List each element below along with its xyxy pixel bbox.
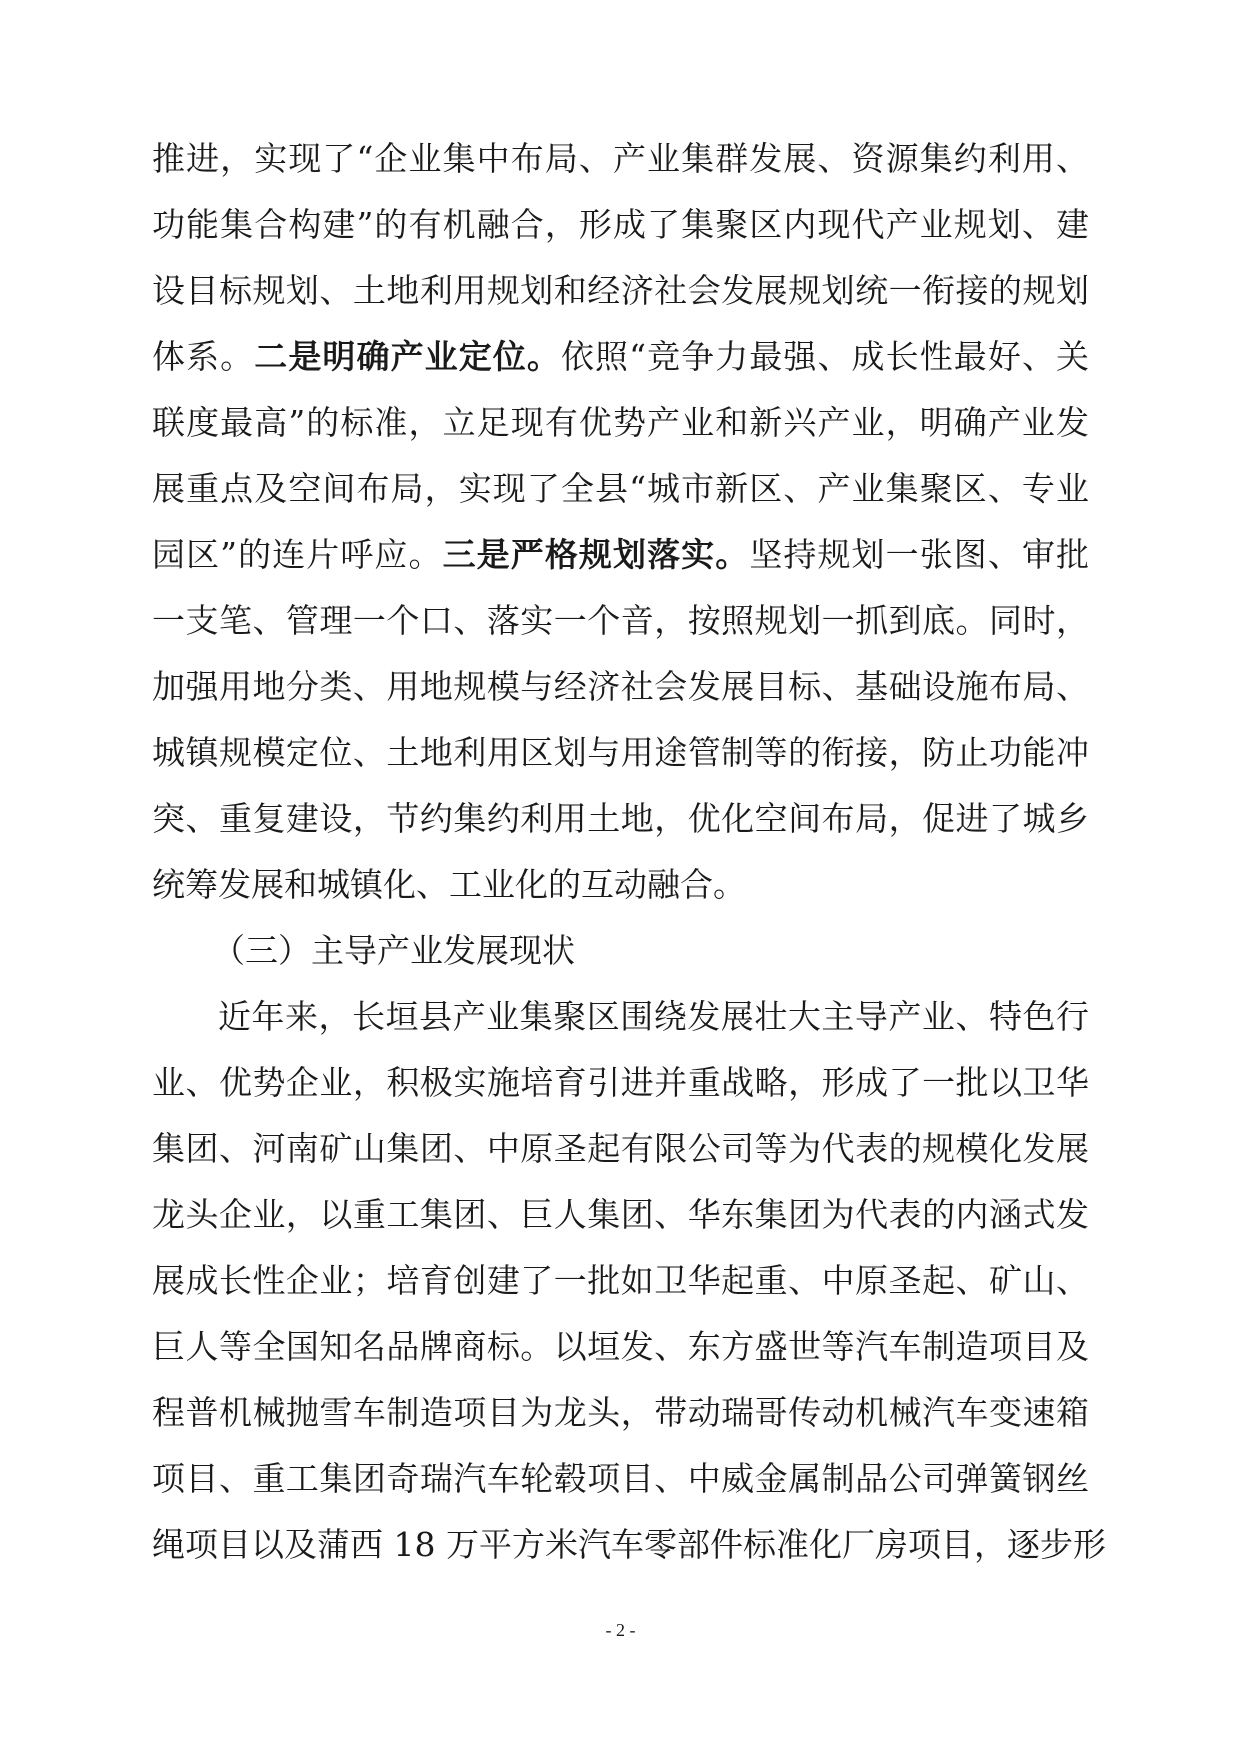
paragraph-line: 展成长性企业；培育创建了一批如卫华起重、中原圣起、矿山、 xyxy=(152,1261,1089,1300)
line-text: 坚持规划一张图、审批 xyxy=(749,535,1090,574)
paragraph-line xyxy=(152,530,1089,580)
line-text: 体系。 xyxy=(152,337,255,376)
paragraph-line: 展重点及空间布局，实现了全县“城市新区、产业集聚区、专业 xyxy=(152,469,1089,508)
paragraph-line: 一支笔、管理一个口、落实一个音，按照规划一抓到底。同时， xyxy=(152,601,1089,640)
paragraph-line: 项目、重工集团奇瑞汽车轮毂项目、中威金属制品公司弹簧钢丝 xyxy=(152,1459,1089,1498)
paragraph-line: 程普机械抛雪车制造项目为龙头，带动瑞哥传动机械汽车变速箱 xyxy=(152,1393,1089,1432)
paragraph-line: 近年来，长垣县产业集聚区围绕发展壮大主导产业、特色行 xyxy=(218,997,1089,1036)
paragraph-line: 绳项目以及蒲西 18 万平方米汽车零部件标准化厂房项目，逐步形 xyxy=(152,1525,1106,1564)
paragraph-line: 城镇规模定位、土地利用区划与用途管制等的衔接，防止功能冲 xyxy=(152,733,1089,772)
paragraph-line: 集团、河南矿山集团、中原圣起有限公司等为代表的规模化发展 xyxy=(152,1129,1089,1168)
line-text: 园区”的连片呼应。 xyxy=(152,535,443,574)
paragraph-line: 龙头企业，以重工集团、巨人集团、华东集团为代表的内涵式发 xyxy=(152,1195,1089,1234)
section-heading: （三）主导产业发展现状 xyxy=(212,931,575,970)
paragraph-line: 统筹发展和城镇化、工业化的互动融合。 xyxy=(152,865,746,904)
paragraph-line: 突、重复建设，节约集约利用土地，优化空间布局，促进了城乡 xyxy=(152,799,1089,838)
bold-point-heading: 二是明确产业定位。 xyxy=(254,337,561,376)
paragraph-line: 业、优势企业，积极实施培育引进并重战略，形成了一批以卫华 xyxy=(152,1063,1089,1102)
paragraph-line: 功能集合构建”的有机融合，形成了集聚区内现代产业规划、建 xyxy=(152,205,1089,244)
line-text: 依照“竞争力最强、成长性最好、关 xyxy=(560,337,1090,376)
bold-point-heading: 三是严格规划落实。 xyxy=(442,535,750,574)
paragraph-line: 设目标规划、土地利用规划和经济社会发展规划统一衔接的规划 xyxy=(152,271,1089,310)
paragraph-line: 加强用地分类、用地规模与经济社会发展目标、基础设施布局、 xyxy=(152,667,1089,706)
paragraph-line xyxy=(152,332,1089,382)
paragraph-line: 巨人等全国知名品牌商标。以垣发、东方盛世等汽车制造项目及 xyxy=(152,1327,1089,1366)
paragraph-line: 推进，实现了“企业集中布局、产业集群发展、资源集约利用、 xyxy=(152,139,1089,178)
paragraph-line: 联度最高”的标准，立足现有优势产业和新兴产业，明确产业发 xyxy=(152,403,1089,442)
page-number: - 2 - xyxy=(605,1620,636,1640)
